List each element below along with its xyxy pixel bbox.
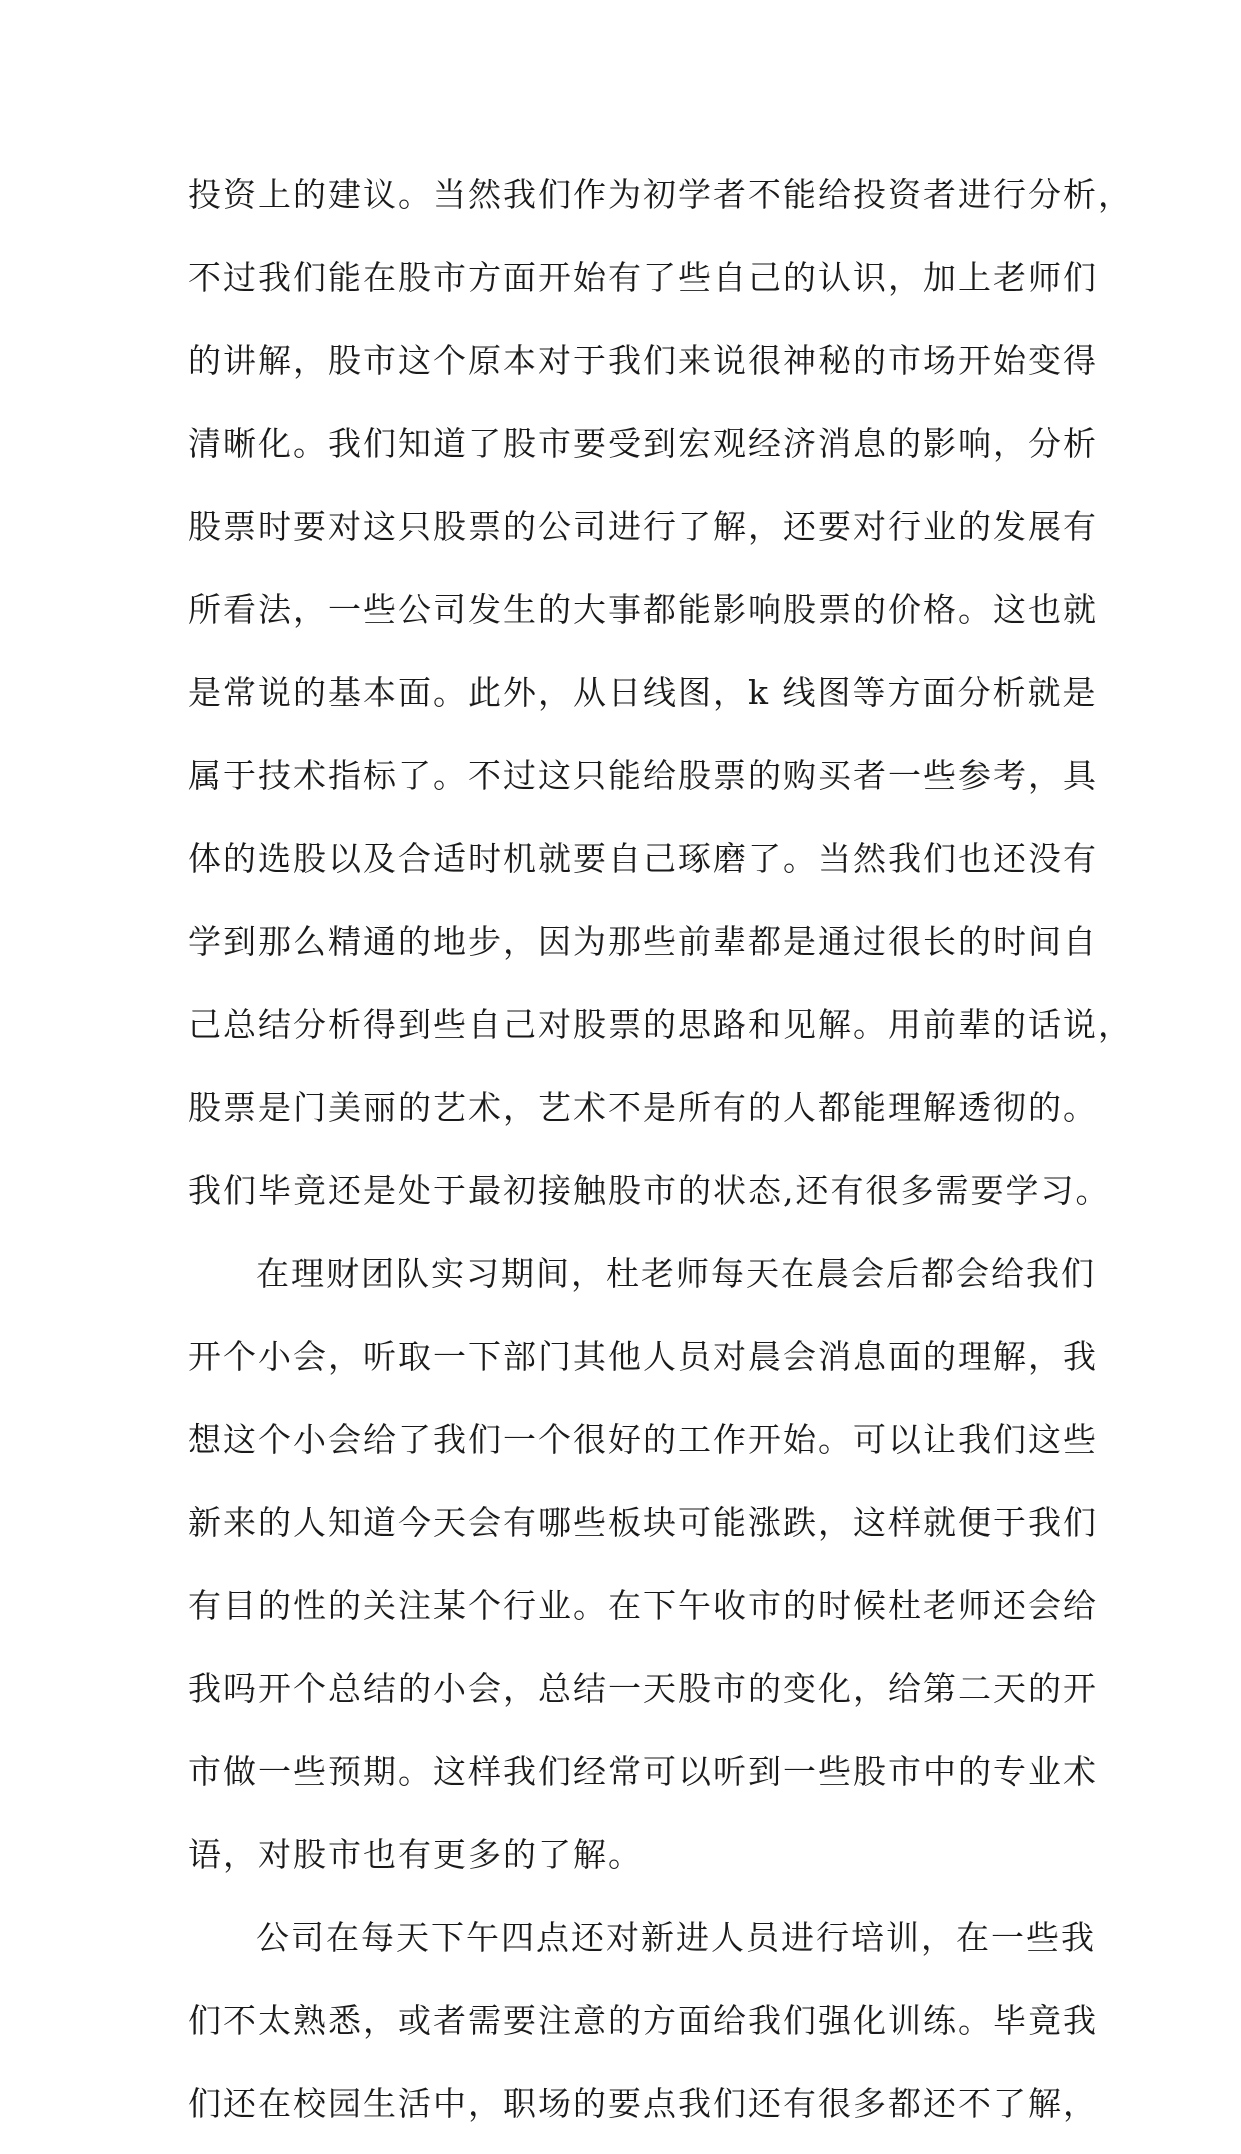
text-line: 新来的人知道今天会有哪些板块可能涨跌，这样就便于我们 xyxy=(188,1503,1098,1542)
text-line: 清晰化。我们知道了股市要受到宏观经济消息的影响，分析 xyxy=(188,424,1098,463)
text-line: 们不太熟悉，或者需要注意的方面给我们强化训练。毕竟我 xyxy=(188,2001,1098,2040)
text-line: 是常说的基本面。此外，从日线图，k 线图等方面分析就是 xyxy=(188,673,1098,712)
text-line: 不过我们能在股市方面开始有了些自己的认识，加上老师们 xyxy=(188,258,1098,297)
text-line: 投资上的建议。当然我们作为初学者不能给投资者进行分析， xyxy=(188,175,1133,214)
text-line: 我吗开个总结的小会，总结一天股市的变化，给第二天的开 xyxy=(188,1669,1098,1708)
body-text xyxy=(188,162,1133,2154)
text-line: 所看法，一些公司发生的大事都能影响股票的价格。这也就 xyxy=(188,590,1098,629)
text-line: 市做一些预期。这样我们经常可以听到一些股市中的专业术 xyxy=(188,1752,1098,1791)
paragraph-first-line: 在理财团队实习期间，杜老师每天在晨会后都会给我们 xyxy=(256,1254,1096,1293)
text-line: 属于技术指标了。不过这只能给股票的购买者一些参考，具 xyxy=(188,756,1098,795)
text-line: 体的选股以及合适时机就要自己琢磨了。当然我们也还没有 xyxy=(188,839,1098,878)
text-line: 学到那么精通的地步，因为那些前辈都是通过很长的时间自 xyxy=(188,922,1098,961)
text-line: 股票时要对这只股票的公司进行了解，还要对行业的发展有 xyxy=(188,507,1098,546)
text-line: 开个小会，听取一下部门其他人员对晨会消息面的理解，我 xyxy=(188,1337,1098,1376)
text-line: 我们毕竟还是处于最初接触股市的状态,还有很多需要学习。 xyxy=(188,1171,1111,1210)
text-line: 股票是门美丽的艺术，艺术不是所有的人都能理解透彻的。 xyxy=(188,1088,1098,1127)
text-line: 想这个小会给了我们一个很好的工作开始。可以让我们这些 xyxy=(188,1420,1098,1459)
text-line: 有目的性的关注某个行业。在下午收市的时候杜老师还会给 xyxy=(188,1586,1098,1625)
text-line: 们还在校园生活中，职场的要点我们还有很多都还不了解， xyxy=(188,2084,1098,2123)
text-line: 己总结分析得到些自己对股票的思路和见解。用前辈的话说， xyxy=(188,1005,1133,1044)
paragraph-first-line: 公司在每天下午四点还对新进人员进行培训，在一些我 xyxy=(256,1918,1096,1957)
text-line: 的讲解，股市这个原本对于我们来说很神秘的市场开始变得 xyxy=(188,341,1098,380)
text-line: 语，对股市也有更多的了解。 xyxy=(188,1835,643,1874)
